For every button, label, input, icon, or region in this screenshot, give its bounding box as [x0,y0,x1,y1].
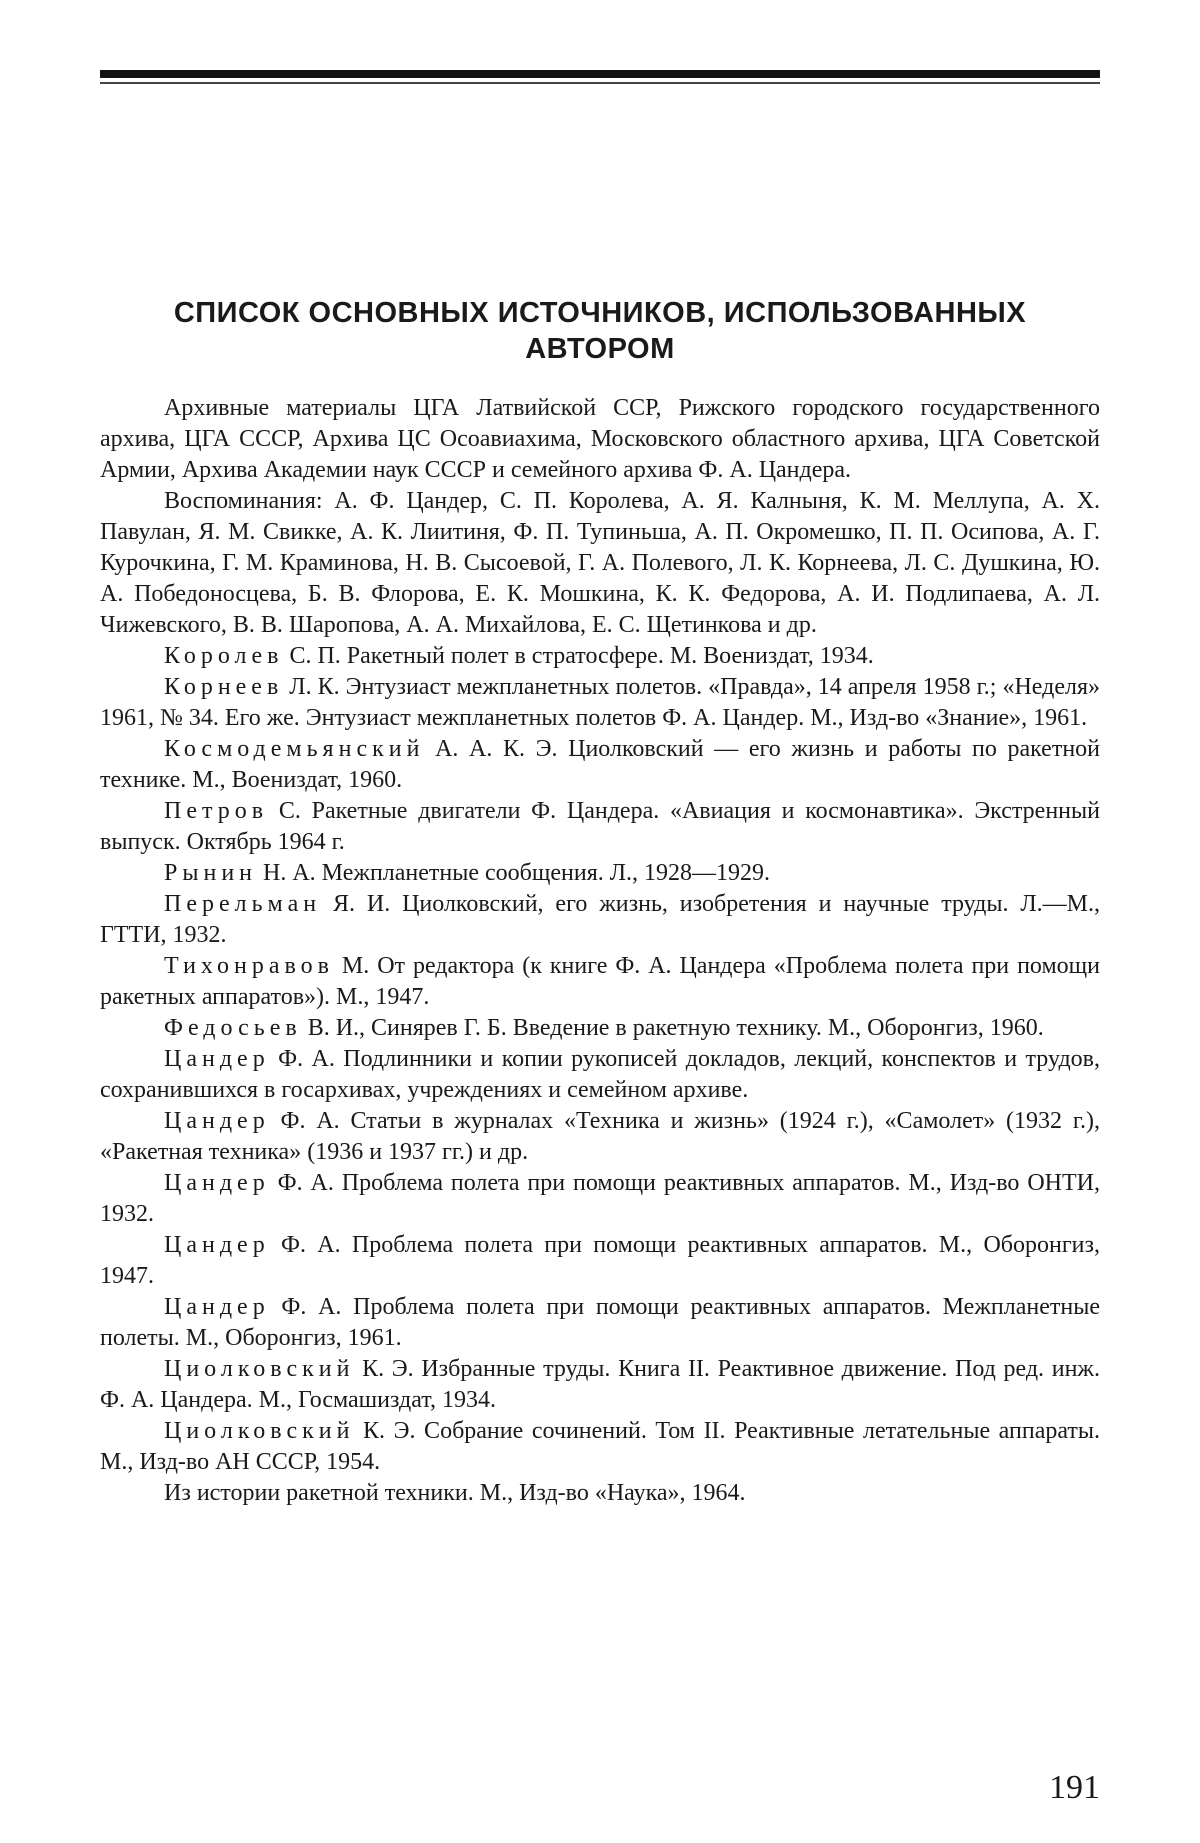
page-number: 191 [1049,1768,1100,1808]
bibliography [100,393,1100,1509]
source-text: С. Ракетные двигатели Ф. Цандера. «Авиация и космонавтика». Экстренный выпуск. Октябрь 1964 г. [100,798,1100,855]
source-author: Перельман [164,891,321,917]
source-text: М. От редактора (к книге Ф. А. Цандера «Проблема полета при помощи ракетных аппаратов»). М., 1947. [100,953,1100,1010]
source-entry [100,734,1100,796]
source-entry [100,1416,1100,1478]
source-author: Тихонравов [164,953,334,979]
source-text: В. И., Синярев Г. Б. Введение в ракетную технику. М., Оборонгиз, 1960. [302,1015,1044,1041]
source-author: Циолковский [164,1418,354,1444]
source-text: Ф. А. Подлинники и копии рукописей докладов, лекций, конспектов и трудов, сохранившихся в госархивах, учреждениях и семейном архиве. [100,1046,1100,1103]
source-text: Л. К. Энтузиаст межпланетных полетов. «Правда», 14 апреля 1958 г.; «Неделя» 1961, № 34. Его же. Энтузиаст межпланетных полетов Ф. А. Цандер. М., Изд-во «Знание», 1961. [100,674,1100,731]
source-text: Я. И. Циолковский, его жизнь, изобретения и научные труды. Л.—М., ГТТИ, 1932. [100,891,1100,948]
source-author: Цандер [164,1108,270,1134]
source-text: А. А. К. Э. Циолковский — его жизнь и работы по ракетной технике. М., Воениздат, 1960. [100,736,1100,793]
source-entry [100,1013,1100,1044]
page-title-line-2: АВТОРОМ [100,331,1100,367]
source-author: Циолковский [164,1356,354,1382]
source-entry [100,1106,1100,1168]
source-author: Федосьев [164,1015,302,1041]
source-text: К. Э. Избранные труды. Книга II. Реактивное движение. Под ред. инж. Ф. А. Цандера. М., Госмашиздат, 1934. [100,1356,1100,1413]
source-entry [100,1354,1100,1416]
source-entry [100,1230,1100,1292]
source-text: Из истории ракетной техники. М., Изд-во «Наука», 1964. [164,1480,746,1506]
source-text: Ф. А. Проблема полета при помощи реактивных аппаратов. М., Оборонгиз, 1947. [100,1232,1100,1289]
source-author: Космодемьянский [164,736,424,762]
source-author: Цандер [164,1294,270,1320]
page-title-line-1: СПИСОК ОСНОВНЫХ ИСТОЧНИКОВ, ИСПОЛЬЗОВАННЫХ [100,295,1100,331]
top-rule [100,70,1100,78]
intro-archives: Архивные материалы ЦГА Латвийской ССР, Рижского городского государственного архива, ЦГА СССР, Архива ЦС Осоавиахима, Московского областного архива, ЦГА Советской Армии, Архива Академии наук СССР и семейного архива Ф. А. Цандера. [100,393,1100,486]
source-author: Корнеев [164,674,283,700]
source-author: Королев [164,643,283,669]
source-text: Ф. А. Проблема полета при помощи реактивных аппаратов. Межпланетные полеты. М., Оборонгиз, 1961. [100,1294,1100,1351]
intro-memoirs: Воспоминания: А. Ф. Цандер, С. П. Королева, А. Я. Калныня, К. М. Меллупа, А. Х. Павулан, Я. М. Свикке, А. К. Лиитиня, Ф. П. Тупиньша, А. П. Окромешко, П. П. Осипова, А. Г. Курочкина, Г. М. Краминова, Н. В. Сысоевой, Г. А. Полевого, Л. К. Корнеева, Л. С. Душкина, Ю. А. Победоносцева, Б. В. Флорова, Е. К. Мошкина, К. К. Федорова, А. И. Подлипаева, А. Л. Чижевского, В. В. Шаропова, А. А. Михайлова, Е. С. Щетинкова и др. [100,486,1100,641]
source-entry [100,1168,1100,1230]
page-title [100,295,1100,367]
source-entry [100,1044,1100,1106]
source-text: С. П. Ракетный полет в стратосфере. М. Воениздат, 1934. [283,643,873,669]
source-entry [100,1292,1100,1354]
source-entry [100,1478,1100,1509]
source-text: Ф. А. Проблема полета при помощи реактивных аппаратов. М., Изд-во ОНТИ, 1932. [100,1170,1100,1227]
source-author: Петров [164,798,268,824]
source-entry [100,641,1100,672]
source-entry [100,858,1100,889]
source-author: Цандер [164,1046,270,1072]
source-author: Рынин [164,860,257,886]
source-text: К. Э. Собрание сочинений. Том II. Реактивные летательные аппараты. М., Изд-во АН СССР, 1954. [100,1418,1100,1475]
source-author: Цандер [164,1170,270,1196]
source-text: Ф. А. Статьи в журналах «Техника и жизнь» (1924 г.), «Самолет» (1932 г.), «Ракетная техника» (1936 и 1937 гг.) и др. [100,1108,1100,1165]
source-text: Н. А. Межпланетные сообщения. Л., 1928—1929. [257,860,770,886]
source-author: Цандер [164,1232,270,1258]
source-entry [100,889,1100,951]
source-entry [100,796,1100,858]
source-entry [100,951,1100,1013]
top-rule-thin [100,82,1100,84]
source-entry [100,672,1100,734]
